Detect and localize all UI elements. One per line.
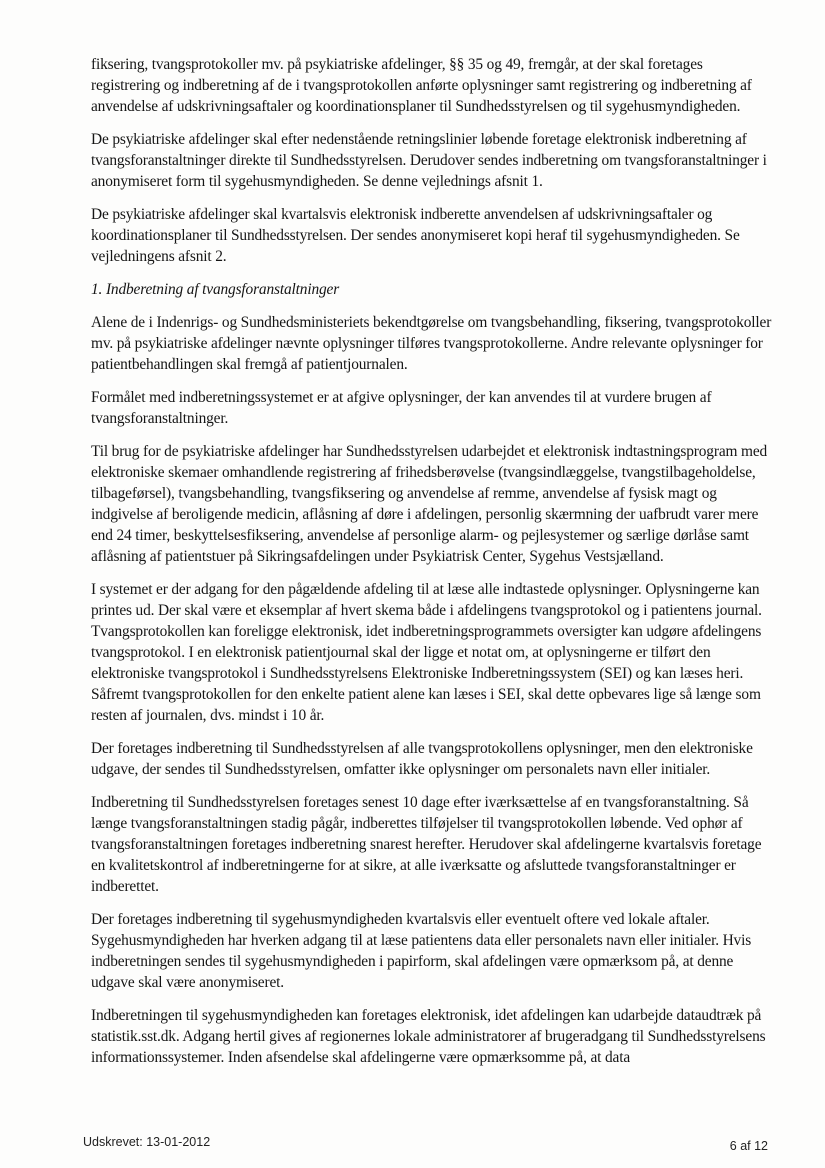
paragraph: Der foretages indberetning til sygehusmyndigheden kvartalsvis eller eventuelt oftere ved lokale aftaler. Sygehusmyndigheden har hverken adgang til at læse patientens data eller personalets navn eller initialer. Hvis indberetningen sendes til sygehusmyndigheden i papirform, skal afdelingen være opmærksom på, at denne udgave skal være anonymiseret. xyxy=(91,911,752,991)
paragraph: De psykiatriske afdelinger skal kvartalsvis elektronisk indberette anvendelsen af udskrivningsaftaler og koordinationsplaner til Sundhedsstyrelsen. Der sendes anonymiseret kopi heraf til sygehusmyndigheden. Se vejledningens afsnit 2. xyxy=(91,206,740,265)
paragraph: Alene de i Indenrigs- og Sundhedsministeriets bekendtgørelse om tvangsbehandling, fiksering, tvangsprotokoller mv. på psykiatriske afdelinger nævnte oplysninger tilføres tvangsprotokollerne. Andre relevante oplysninger for patientbehandlingen skal fremgå af patientjournalen. xyxy=(91,314,772,373)
paragraph: Indberetning til Sundhedsstyrelsen foretages senest 10 dage efter iværksættelse af en tvangsforanstaltning. Så længe tvangsforanstaltningen stadig pågår, indberettes tilføjelser til tvangsprotokollen løbende. Ved ophør af tvangsforanstaltningen foretages indberetning snarest herefter. Herudover skal afdelingerne kvartalsvis foretage en kvalitetskontrol af indberetningerne for at sikre, at alle iværksatte og afsluttede tvangsforanstaltninger er indberettet. xyxy=(91,794,762,895)
paragraph: Der foretages indberetning til Sundhedsstyrelsen af alle tvangsprotokollens oplysninger, men den elektroniske udgave, der sendes til Sundhedsstyrelsen, omfatter ikke oplysninger om personalets navn eller initialer. xyxy=(91,740,753,778)
paragraph: Indberetningen til sygehusmyndigheden kan foretages elektronisk, idet afdelingen kan udarbejde dataudtræk på statistik.sst.dk. Adgang hertil gives af regionernes lokale administratorer af brugeradgang til Sundhedsstyrelsens informationssystemer. Inden afsendelse skal afdelingerne være opmærksomme på, at data xyxy=(91,1007,766,1066)
print-date: Udskrevet: 13-01-2012 xyxy=(83,1135,211,1149)
paragraph: I systemet er der adgang for den pågældende afdeling til at læse alle indtastede oplysninger. Oplysningerne kan printes ud. Der skal være et eksemplar af hvert skema både i afdelingens tvangsprotokol og i patientens journal. Tvangsprotokollen kan foreligge elektronisk, idet indberetningsprogrammets oversigter kan udgøre afdelingens tvangsprotokol. I en elektronisk patientjournal skal der ligge et notat om, at oplysningerne er tilført den elektroniske tvangsprotokol i Sundhedsstyrelsens Elektroniske Indberetningssystem (SEI) og kan læses heri. Såfremt tvangsprotokollen for den enkelte patient alene kan læses i SEI, skal dette opbevares lige så længe som resten af journalen, dvs. mindst i 10 år. xyxy=(91,581,762,724)
paragraph: Formålet med indberetningssystemet er at afgive oplysninger, der kan anvendes til at vurdere brugen af tvangsforanstaltninger. xyxy=(91,389,712,427)
document-body xyxy=(91,54,773,1080)
paragraph: De psykiatriske afdelinger skal efter nedenstående retningslinier løbende foretage elektronisk indberetning af tvangsforanstaltninger direkte til Sundhedsstyrelsen. Derudover sendes indberetning om tvangsforanstaltninger i anonymiseret form til sygehusmyndigheden. Se denne vejlednings afsnit 1. xyxy=(91,131,767,190)
page-number: 6 af 12 xyxy=(729,1139,768,1153)
section-heading: 1. Indberetning af tvangsforanstaltninger xyxy=(91,281,340,298)
paragraph: Til brug for de psykiatriske afdelinger har Sundhedsstyrelsen udarbejdet et elektronisk indtastningsprogram med elektroniske skemaer omhandlende registrering af frihedsberøvelse (tvangsindlæggelse, tvangstilbageholdelse, tilbageførsel), tvangsbehandling, tvangsfiksering og anvendelse af remme, anvendelse af fysisk magt og indgivelse af beroligende medicin, aflåsning af døre i afdelingen, personlig skærmning der uafbrudt varer mere end 24 timer, beskyttelsesfiksering, anvendelse af personlige alarm- og pejlesystemer og særlige dørlåse samt aflåsning af patientstuer på Sikringsafdelingen under Psykiatrisk Center, Sygehus Vestsjælland. xyxy=(91,443,768,565)
paragraph: fiksering, tvangsprotokoller mv. på psykiatriske afdelinger, §§ 35 og 49, fremgår, at der skal foretages registrering og indberetning af de i tvangsprotokollen anførte oplysninger samt registrering og indberetning af anvendelse af udskrivningsaftaler og koordinationsplaner til Sundhedsstyrelsen og til sygehusmyndigheden. xyxy=(91,56,752,115)
